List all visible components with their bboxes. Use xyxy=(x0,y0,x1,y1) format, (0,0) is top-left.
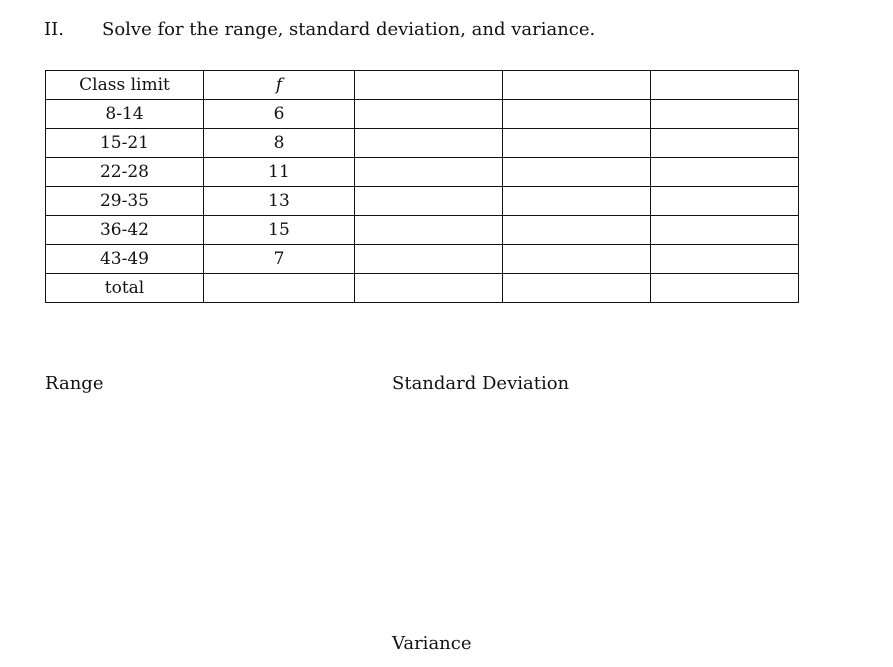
frequency-cell: 15 xyxy=(204,216,355,245)
blank-cell[interactable] xyxy=(503,129,651,158)
blank-cell[interactable] xyxy=(355,216,503,245)
class-limit-cell: 8-14 xyxy=(46,100,204,129)
table-total-row xyxy=(46,274,799,303)
range-label: Range xyxy=(45,373,104,394)
header-blank-column[interactable] xyxy=(651,71,799,100)
blank-cell[interactable] xyxy=(651,158,799,187)
table-row xyxy=(46,216,799,245)
frequency-cell: 13 xyxy=(204,187,355,216)
header-blank-column[interactable] xyxy=(355,71,503,100)
table-row xyxy=(46,187,799,216)
header-frequency: f xyxy=(204,71,355,100)
blank-cell[interactable] xyxy=(355,274,503,303)
blank-cell[interactable] xyxy=(651,100,799,129)
blank-cell[interactable] xyxy=(503,274,651,303)
total-label-cell: total xyxy=(46,274,204,303)
blank-cell[interactable] xyxy=(355,129,503,158)
blank-cell[interactable] xyxy=(355,187,503,216)
frequency-cell: 6 xyxy=(204,100,355,129)
standard-deviation-label: Standard Deviation xyxy=(392,373,570,394)
heading-number: II. xyxy=(44,19,64,40)
heading-text: Solve for the range, standard deviation, and variance. xyxy=(102,19,596,40)
variance-label: Variance xyxy=(392,633,472,654)
blank-cell[interactable] xyxy=(355,245,503,274)
frequency-cell: 7 xyxy=(204,245,355,274)
blank-cell[interactable] xyxy=(503,245,651,274)
total-frequency-cell[interactable] xyxy=(204,274,355,303)
table-row xyxy=(46,100,799,129)
blank-cell[interactable] xyxy=(503,216,651,245)
class-limit-cell: 15-21 xyxy=(46,129,204,158)
frequency-cell: 8 xyxy=(204,129,355,158)
table-row xyxy=(46,158,799,187)
blank-cell[interactable] xyxy=(651,245,799,274)
blank-cell[interactable] xyxy=(503,187,651,216)
blank-cell[interactable] xyxy=(651,129,799,158)
frequency-cell: 11 xyxy=(204,158,355,187)
frequency-table xyxy=(45,70,799,303)
blank-cell[interactable] xyxy=(503,158,651,187)
blank-cell[interactable] xyxy=(651,187,799,216)
table-header-row xyxy=(46,71,799,100)
table-row xyxy=(46,245,799,274)
class-limit-cell: 43-49 xyxy=(46,245,204,274)
class-limit-cell: 29-35 xyxy=(46,187,204,216)
blank-cell[interactable] xyxy=(503,100,651,129)
class-limit-cell: 36-42 xyxy=(46,216,204,245)
blank-cell[interactable] xyxy=(355,100,503,129)
header-class-limit: Class limit xyxy=(46,71,204,100)
class-limit-cell: 22-28 xyxy=(46,158,204,187)
blank-cell[interactable] xyxy=(355,158,503,187)
header-blank-column[interactable] xyxy=(503,71,651,100)
table-row xyxy=(46,129,799,158)
blank-cell[interactable] xyxy=(651,274,799,303)
blank-cell[interactable] xyxy=(651,216,799,245)
